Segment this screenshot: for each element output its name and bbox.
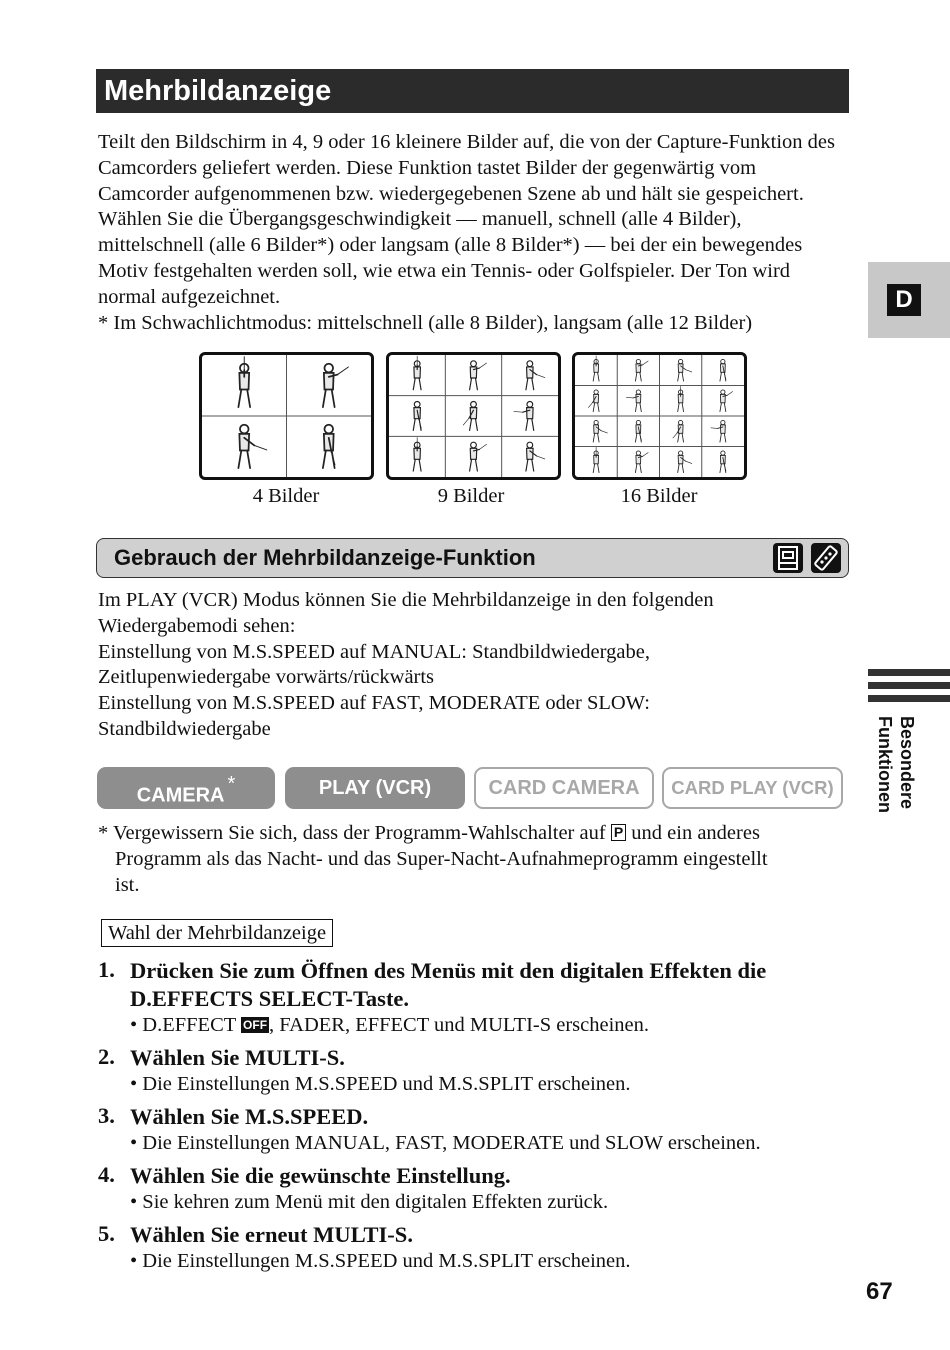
caption-4-bilder: 4 Bilder bbox=[252, 485, 320, 507]
golfer-figure bbox=[635, 420, 641, 442]
step-heading: Wählen Sie M.S.SPEED. bbox=[130, 1104, 369, 1129]
section-line: Zeitlupenwiedergabe vorwärts/rückwärts bbox=[98, 666, 435, 689]
golfer-figure bbox=[711, 420, 726, 442]
step-2 bbox=[98, 1044, 858, 1097]
golfer-figure bbox=[238, 356, 250, 407]
side-section-label bbox=[866, 716, 918, 826]
mode-note-part2: und ein anderes bbox=[631, 822, 760, 844]
golfer-figure bbox=[678, 451, 692, 473]
step-heading: Wählen Sie MULTI-S. bbox=[130, 1045, 345, 1070]
golfer-figure bbox=[635, 451, 648, 473]
remote-control-icon bbox=[811, 543, 841, 573]
side-bar-line bbox=[868, 669, 950, 676]
intro-paragraph: Teilt den Bildschirm in 4, 9 oder 16 kleinere Bilder auf, die von der Capture-Funktion des Camcorders geliefert werden. Diese Funktion tastet Bilder der gegenwärtig vom Camcorder aufgenommenen bzw. wiedergegebenen Szene ab und hält sie gespeichert. Wählen Sie die Übergangsgeschwindigkeit — manuell, schnell (alle 4 Bilder), mittelschnell (alle 6 Bilder*) oder langsam (alle 8 Bilder*) — bei der ein bewegendes Motiv festgehalten werden soll, wie etwa ein Tennis- oder Golfspieler. Der Ton wird normal aufgezeichnet. bbox=[98, 131, 835, 308]
golfer-figure bbox=[526, 361, 545, 390]
section-text bbox=[98, 588, 848, 743]
step-bullet: • Die Einstellungen M.S.SPEED und M.S.SPLIT erscheinen. bbox=[130, 1250, 631, 1272]
golfer-figure bbox=[720, 359, 726, 381]
golfer-figure bbox=[413, 356, 421, 390]
golfer-grid bbox=[389, 355, 558, 477]
section-line: Einstellung von M.S.SPEED auf FAST, MODERATE oder SLOW: bbox=[98, 692, 650, 715]
step-number: 5. bbox=[98, 1221, 115, 1246]
golfer-figure bbox=[593, 356, 599, 381]
step-number: 4. bbox=[98, 1162, 115, 1187]
multi-image-16-illustration bbox=[572, 352, 747, 480]
golfer-figure bbox=[323, 425, 335, 468]
step-heading: Wählen Sie erneut MULTI-S. bbox=[130, 1222, 413, 1247]
step-3 bbox=[98, 1103, 858, 1156]
golfer-grid bbox=[202, 355, 371, 477]
page-number: 67 bbox=[866, 1278, 893, 1305]
side-label-line2: Funktionen bbox=[875, 716, 895, 813]
golfer-figure bbox=[526, 442, 545, 471]
mode-card-camera: CARD CAMERA bbox=[474, 767, 654, 809]
intro-footnote: * Im Schwachlichtmodus: mittelschnell (alle 8 Bilder), langsam (alle 12 Bilder) bbox=[98, 311, 753, 334]
step-4 bbox=[98, 1162, 858, 1215]
mode-note-part1: * Vergewissern Sie sich, dass der Programm-Wahlschalter auf bbox=[98, 822, 606, 844]
golfer-figure bbox=[720, 451, 726, 473]
mode-camera bbox=[97, 767, 275, 809]
section-line: Im PLAY (VCR) Modus können Sie die Mehrbildanzeige in den folgenden bbox=[98, 589, 714, 611]
golfer-figure bbox=[413, 437, 421, 471]
step-5 bbox=[98, 1221, 858, 1274]
multi-image-9-illustration bbox=[386, 352, 561, 480]
golfer-figure bbox=[673, 420, 684, 442]
golfer-figure bbox=[635, 359, 648, 381]
section-heading bbox=[96, 538, 849, 578]
step-bullet: • D.EFFECT OFF, FADER, EFFECT und MULTI-S erscheinen. bbox=[130, 1014, 650, 1036]
side-bar-line bbox=[868, 682, 950, 689]
golfer-figure bbox=[413, 402, 421, 431]
step-bullet: • Die Einstellungen M.S.SPEED und M.S.SPLIT erscheinen. bbox=[130, 1073, 631, 1095]
golfer-figure bbox=[593, 447, 599, 472]
golfer-figure bbox=[323, 364, 349, 407]
section-line: Wiedergabemodi sehen: bbox=[98, 614, 296, 637]
program-p-icon: P bbox=[611, 824, 626, 841]
mode-play-vcr: PLAY (VCR) bbox=[285, 767, 465, 809]
golfer-figure bbox=[678, 386, 684, 411]
golfer-figure bbox=[593, 420, 607, 442]
intro-text bbox=[98, 130, 848, 336]
step-number: 3. bbox=[98, 1103, 115, 1128]
step-heading: Wählen Sie die gewünschte Einstellung. bbox=[130, 1163, 511, 1188]
side-bar-line bbox=[868, 695, 950, 702]
caption-9-bilder: 9 Bilder bbox=[437, 485, 505, 507]
mode-note-line2: Programm als das Nacht- und das Super-Nacht-Aufnahmeprogramm eingestellt bbox=[115, 847, 768, 870]
language-tab bbox=[868, 262, 950, 338]
mode-card-play-vcr: CARD PLAY (VCR) bbox=[662, 767, 843, 809]
section-line: Einstellung von M.S.SPEED auf MANUAL: Standbildwiedergabe, bbox=[98, 640, 650, 663]
subheading: Wahl der Mehrbildanzeige bbox=[101, 919, 333, 947]
golfer-figure bbox=[470, 442, 487, 471]
golfer-figure bbox=[678, 359, 692, 381]
golfer-figure bbox=[463, 402, 477, 431]
section-line: Standbildwiedergabe bbox=[98, 717, 271, 740]
golfer-figure bbox=[720, 390, 733, 412]
step-heading: Drücken Sie zum Öffnen des Menüs mit den digitalen Effekten die D.EFFECTS SELECT-Taste. bbox=[130, 958, 767, 1011]
mode-note-line3: ist. bbox=[115, 873, 140, 896]
multi-image-4-illustration bbox=[199, 352, 374, 480]
golfer-figure bbox=[238, 425, 267, 468]
step-1 bbox=[98, 957, 858, 1038]
mode-note bbox=[98, 821, 858, 898]
golfer-figure bbox=[626, 390, 641, 412]
mode-camera-asterisk: * bbox=[227, 773, 236, 795]
section-title: Gebrauch der Mehrbildanzeige-Funktion bbox=[114, 545, 536, 570]
step-bullet: • Sie kehren zum Menü mit den digitalen Effekten zurück. bbox=[130, 1191, 609, 1213]
cassette-icon bbox=[773, 543, 803, 573]
caption-16-bilder: 16 Bilder bbox=[620, 485, 698, 507]
side-label-line1: Besondere bbox=[897, 716, 917, 810]
page-title: Mehrbildanzeige bbox=[96, 69, 849, 113]
language-tab-label: D bbox=[887, 284, 921, 316]
golfer-figure bbox=[588, 390, 599, 412]
mode-camera-label: CAMERA bbox=[136, 784, 225, 807]
golfer-figure bbox=[470, 361, 487, 390]
golfer-figure bbox=[514, 402, 534, 431]
step-bullet: • Die Einstellungen MANUAL, FAST, MODERATE und SLOW erscheinen. bbox=[130, 1132, 761, 1154]
off-icon: OFF bbox=[243, 1018, 268, 1032]
step-number: 1. bbox=[98, 957, 115, 982]
step-number: 2. bbox=[98, 1044, 115, 1069]
golfer-grid bbox=[575, 355, 744, 477]
